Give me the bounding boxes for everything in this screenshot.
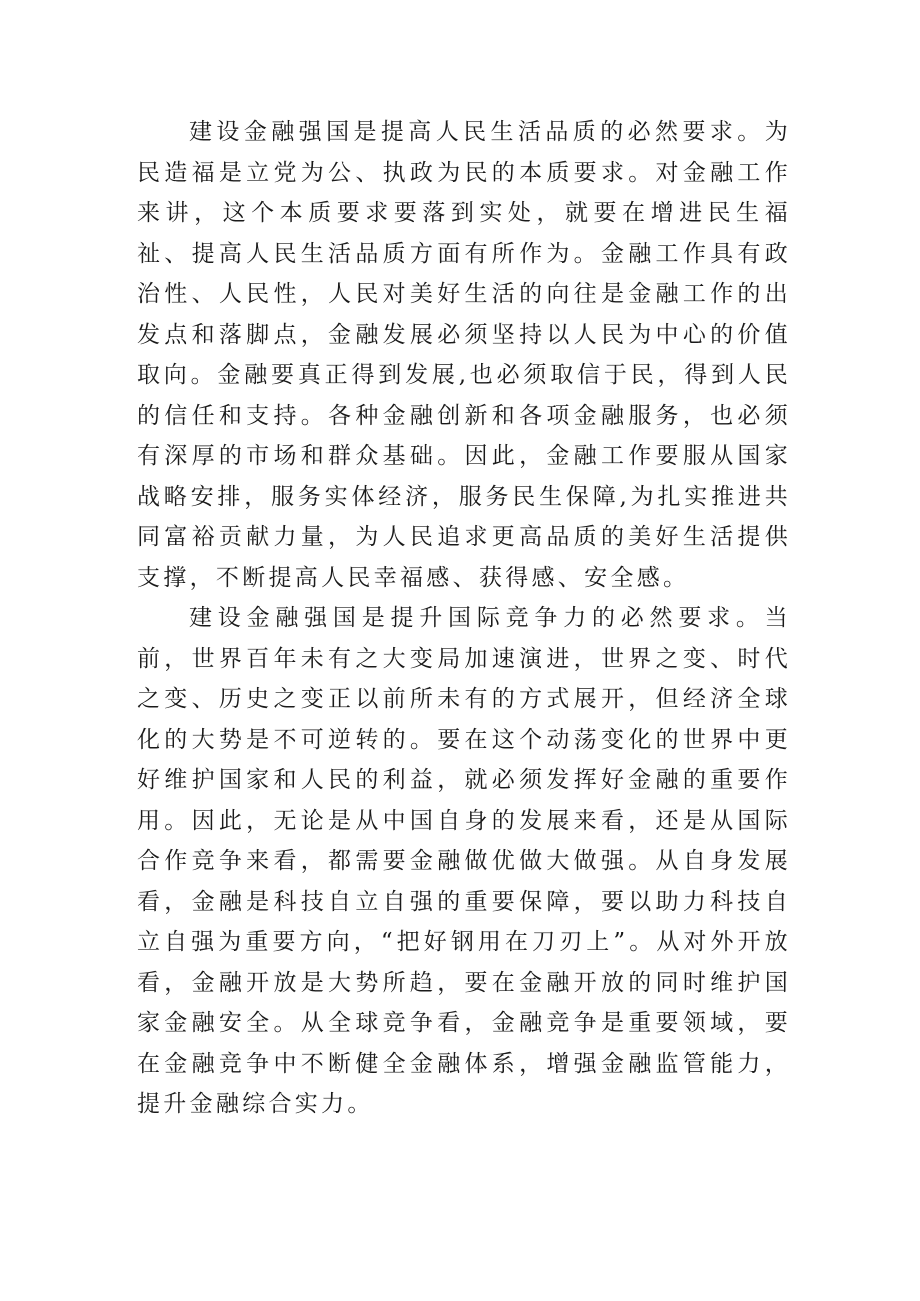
paragraph-financial-power-international-competitiveness: 建设金融强国是提升国际竞争力的必然要求。当前，世界百年未有之大变局加速演进，世界之变、时代之变、历史之变正以前所未有的方式展开，但经济全球化的大势是不可逆转的。要在这个动荡变化的世界中更好维护国家和人民的利益，就必须发挥好金融的重要作用。因此，无论是从中国自身的发展来看，还是从国际合作竞争来看，都需要金融做优做大做强。从自身发展看，金融是科技自立自强的重要保障，要以助力科技自立自强为重要方向，“把好钢用在刀刃上”。从对外开放看，金融开放是大势所趋，要在金融开放的同时维护国家金融安全。从全球竞争看，金融竞争是重要领域，要在金融竞争中不断健全金融体系，增强金融监管能力，提升金融综合实力。 xyxy=(137,605,791,1117)
document-body xyxy=(137,112,791,1125)
paragraph-financial-power-living-quality: 建设金融强国是提高人民生活品质的必然要求。为民造福是立党为公、执政为民的本质要求。对金融工作来讲，这个本质要求要落到实处，就要在增进民生福祉、提高人民生活品质方面有所作为。金融工作具有政治性、人民性，人民对美好生活的向往是金融工作的出发点和落脚点，金融发展必须坚持以人民为中心的价值取向。金融要真正得到发展,也必须取信于民，得到人民的信任和支持。各种金融创新和各项金融服务，也必须有深厚的市场和群众基础。因此，金融工作要服从国家战略安排，服务实体经济，服务民生保障,为扎实推进共同富裕贡献力量，为人民追求更高品质的美好生活提供支撑，不断提高人民幸福感、获得感、安全感。 xyxy=(137,119,791,591)
